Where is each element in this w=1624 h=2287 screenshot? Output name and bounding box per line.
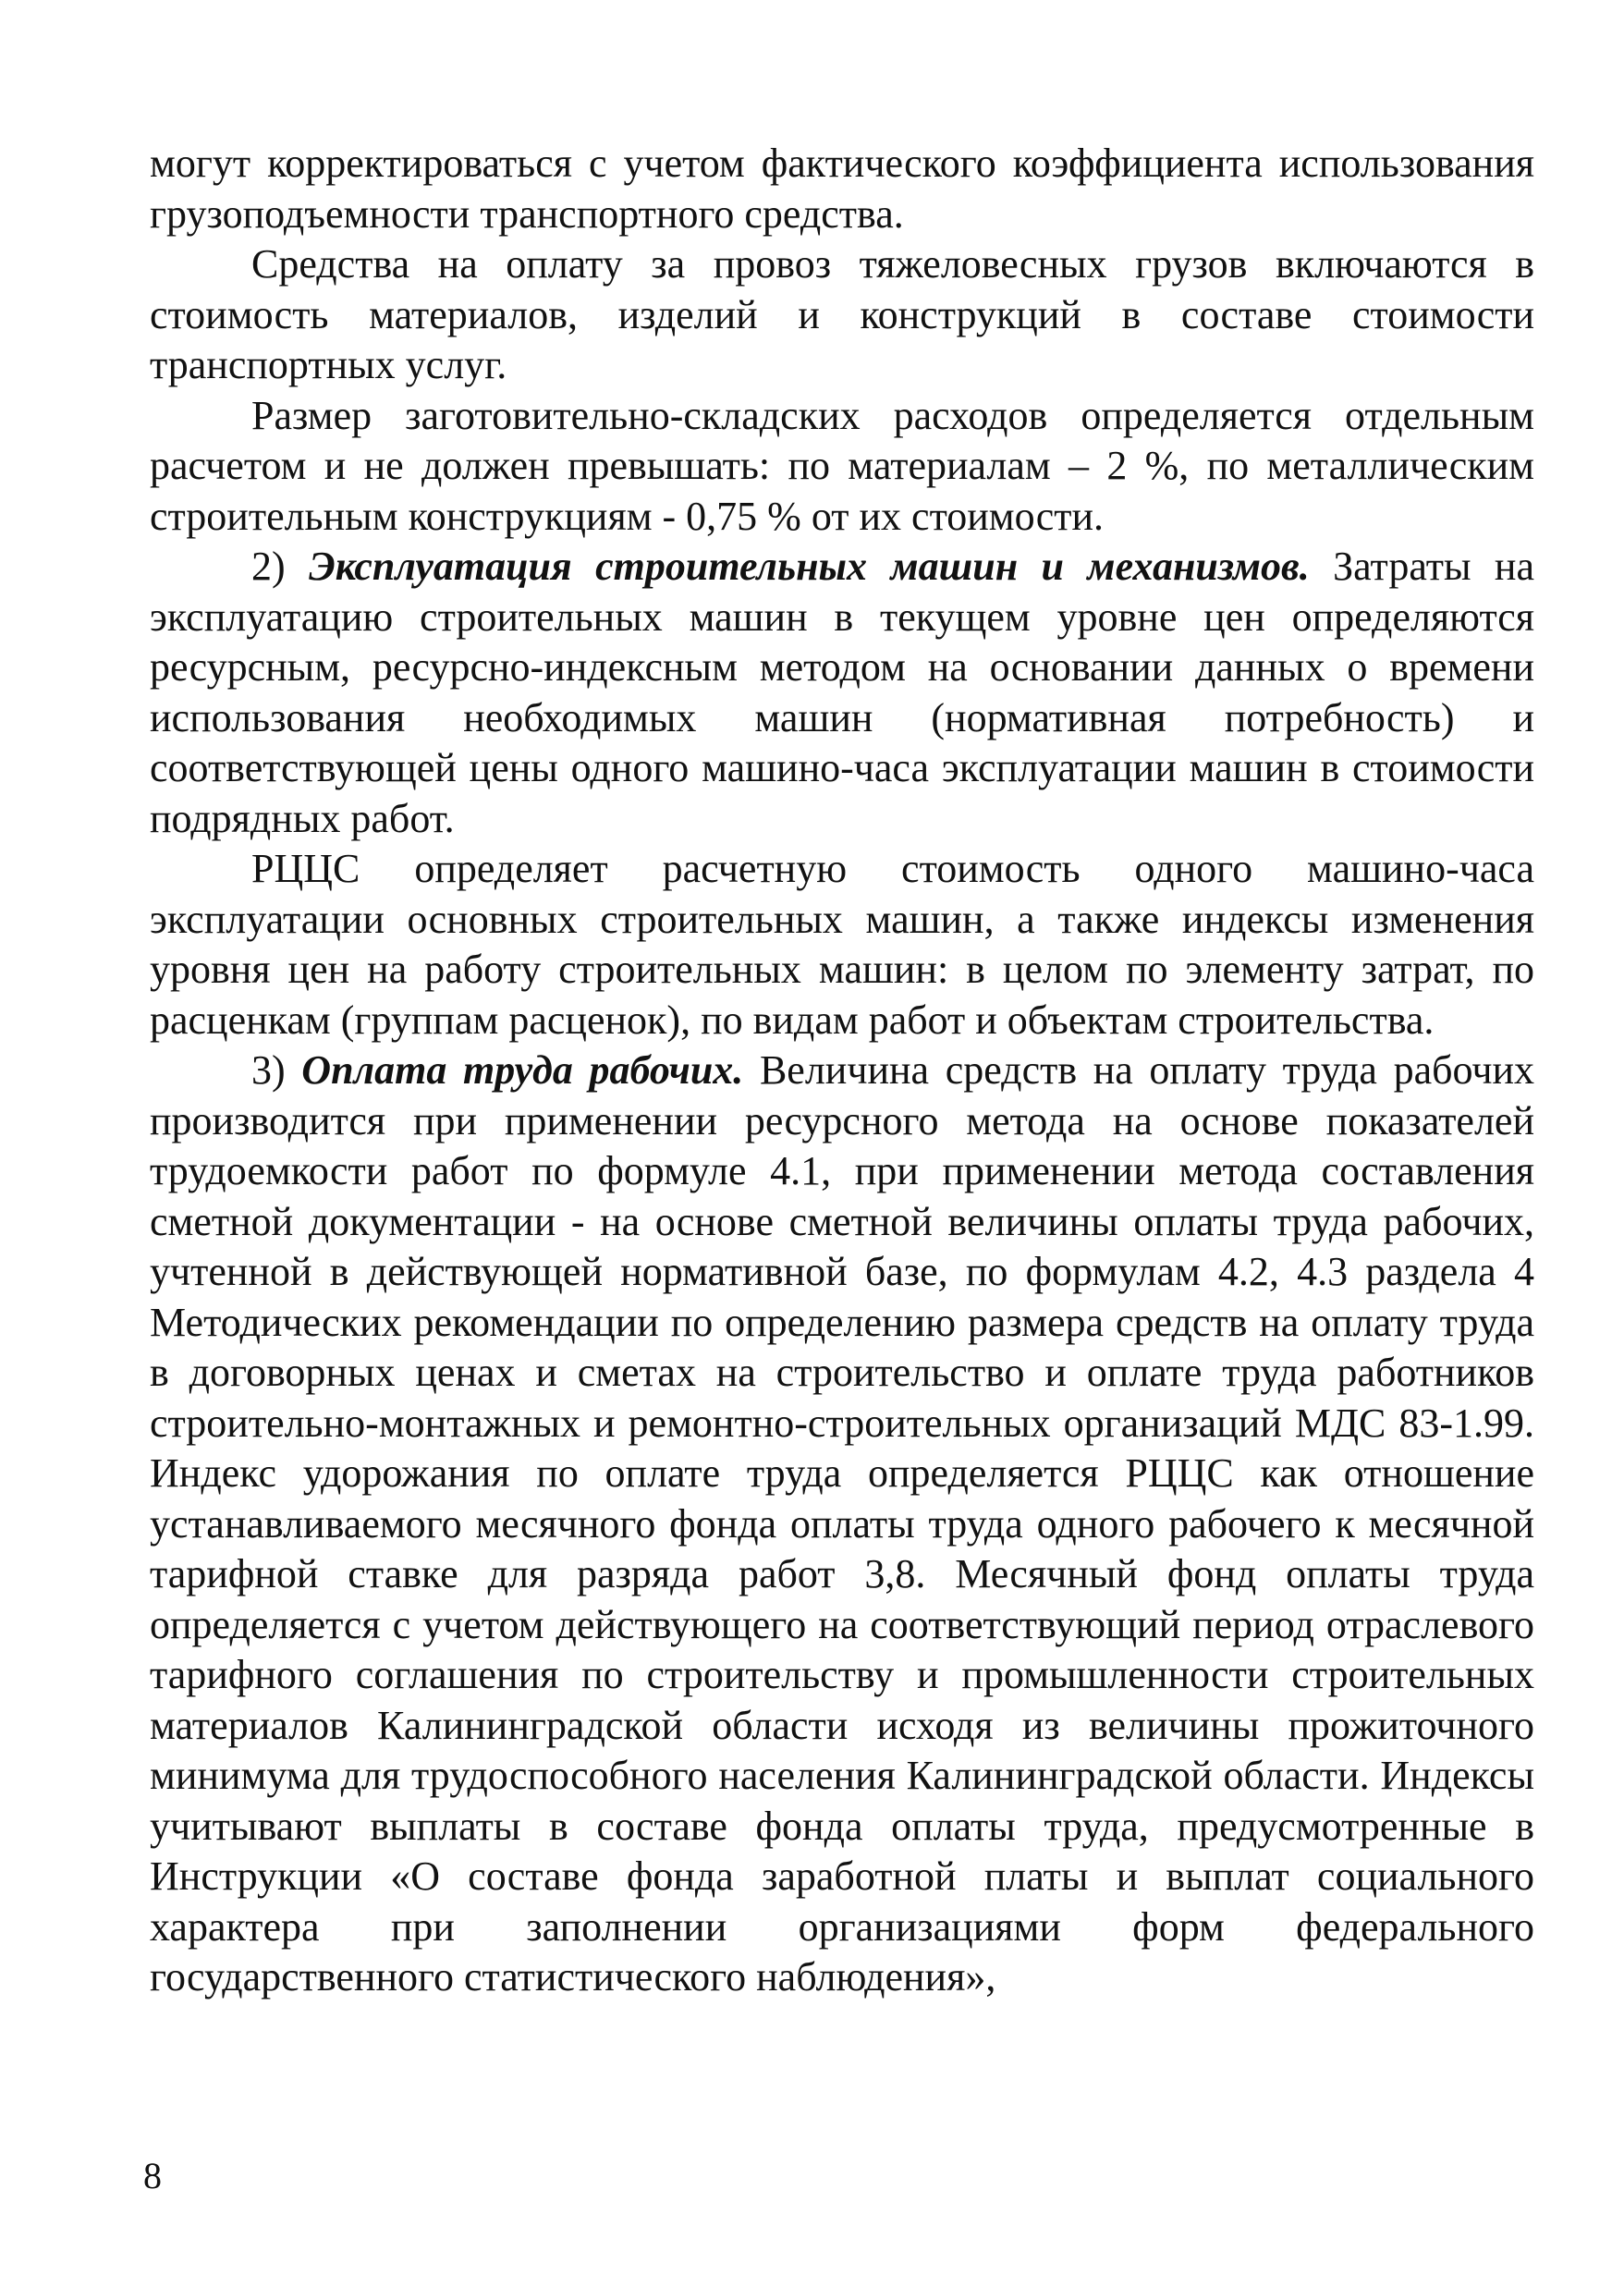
paragraph-text: Величина средств на оплату труда рабочих производится при применении ресурсного метода на основе показателей трудоемкости работ по формуле 4.1, при применении метода составления сметной документации - на основе сметной величины оплаты труда рабочих, учтенной в действующей нормативной базе, по формулам 4.2, 4.3 раздела 4 Методических рекомендации по определению размера средств на оплату труда в договорных ценах и сметах на строительство и оплате труда работников строительно-монтажных и ремонтно-строительных организаций МДС 83-1.99. Индекс удорожания по оплате труда определяется РЦЦС как отношение устанавливаемого месячного фонда оплаты труда одного рабочего к месячной тарифной ставке для разряда работ 3,8. Месячный фонд оплаты труда определяется с учетом действующего на соответствующий период отраслевого тарифного соглашения по строительству и промышленности строительных материалов Калининградской области исходя из величины прожиточного минимума для трудоспособного населения Калининградской области. Индексы учитывают выплаты в составе фонда оплаты труда, предусмотренные в Инструкции «О составе фонда заработной платы и выплат социального характера при заполнении организациями форм федерального государственного статистического наблюдения», xyxy=(150,1047,1535,2000)
paragraph-rccs-machine-cost: РЦЦС определяет расчетную стоимость одного машино-часа эксплуатации основных строительных машин, а также индексы изменения уровня цен на работу строительных машин: в целом по элементу затрат, по расценкам (группам расценок), по видам работ и объектам строительства. xyxy=(150,846,1534,1043)
section-heading-labor: Оплата труда рабочих. xyxy=(301,1047,744,1093)
section-heading-machines: Эксплуатация строительных машин и механизмов. xyxy=(309,544,1310,589)
paragraph-continuation: могут корректироваться с учетом фактического коэффициента использования грузоподъемности транспортного средства. xyxy=(150,141,1534,237)
document-body xyxy=(150,139,1534,2003)
paragraph-labor-payment xyxy=(150,1046,1534,2003)
paragraph-text: Затраты на эксплуатацию строительных машин в текущем уровне цен определяются ресурсным, ресурсно-индексным методом на основании данных о времени использования необходимых машин (нормативная потребность) и соответствующей цены одного машино-часа эксплуатации машин в стоимости подрядных работ. xyxy=(150,544,1534,841)
paragraph-warehouse-costs: Размер заготовительно-складских расходов определяется отдельным расчетом и не должен превышать: по материалам – 2 %, по металлическим строительным конструкциям - 0,75 % от их стоимости. xyxy=(150,392,1534,539)
item-number: 3) xyxy=(251,1047,286,1093)
paragraph-heavy-cargo: Средства на оплату за провоз тяжеловесных грузов включаются в стоимость материалов, изделий и конструкций в составе стоимости транспортных услуг. xyxy=(150,241,1534,387)
paragraph-machine-operation xyxy=(150,542,1534,844)
page-number: 8 xyxy=(143,2155,162,2196)
item-number: 2) xyxy=(251,544,286,589)
